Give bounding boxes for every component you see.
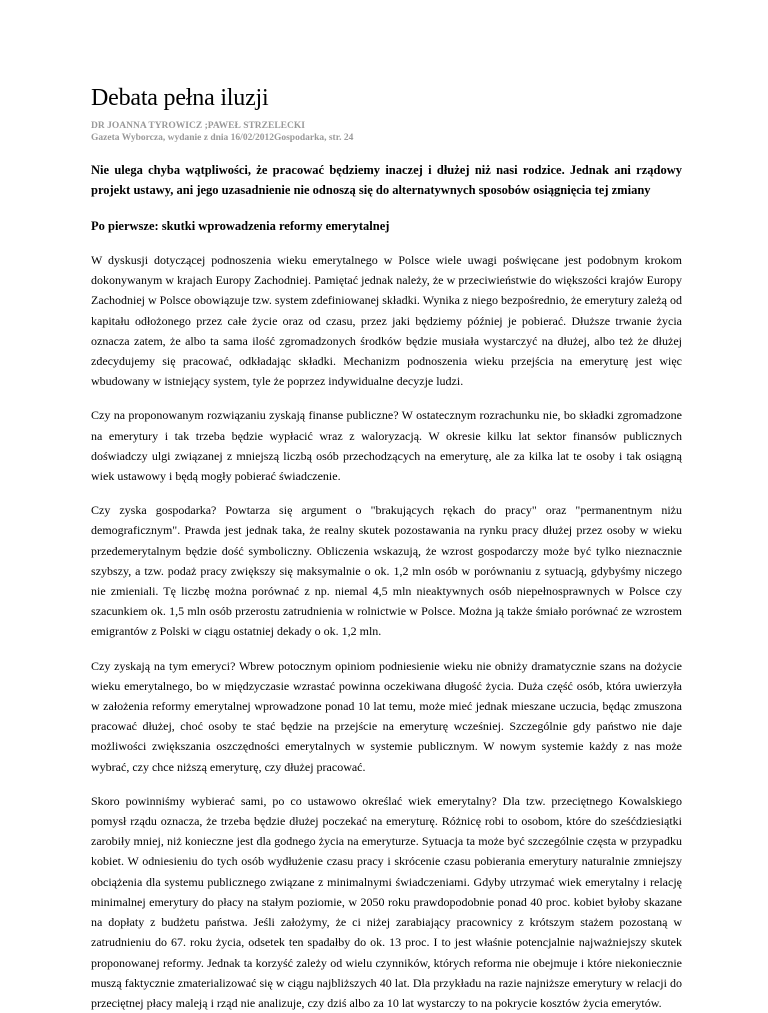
- paragraph: Skoro powinniśmy wybierać sami, po co ustawowo określać wiek emerytalny? Dla tzw. przeciętnego Kowalskiego pomysł rządu oznacza, że trzeba będzie dłużej poczekać na emeryturę. Różnicę robi to osobom, które do sześćdziesiątki zarobiły mniej, niż konieczne jest dla godnego życia na emeryturze. Sytuacja ta może być szczególnie częsta w przypadku kobiet. W odniesieniu do tych osób wydłużenie czasu pracy i skrócenie czasu pobierania emerytury naturalnie zmniejszy obciążenia dla systemu publicznego związane z minimalnymi świadczeniami. Gdyby utrzymać wiek emerytalny i relację minimalnej emerytury do płacy na stałym poziomie, w 2050 roku prawdopodobnie ponad 40 proc. kobiet byłoby skazane na dopłaty z budżetu państwa. Jeśli założymy, że ci niżej zarabiający pracownicy z krótszym stażem pozostaną w zatrudnieniu do 67. roku życia, odsetek ten spadałby do ok. 13 proc. I to jest właśnie potencjalnie najważniejszy skutek proponowanej reformy. Jednak ta korzyść zależy od wielu czynników, których reforma nie obejmuje i które niekoniecznie muszą faktycznie zmaterializować się w ciągu najbliższych 40 lat. Dla przykładu na razie najniższe emerytury w relacji do przeciętnej płacy maleją i rząd nie analizuje, czy dziś albo za 10 lat wystarczy to na pokrycie kosztów życia emerytów.: [91, 793, 682, 1010]
- article-title: Debata pełna iluzji: [91, 85, 269, 111]
- paragraph: W dyskusji dotyczącej podnoszenia wieku emerytalnego w Polsce wiele uwagi poświęcane jest podobnym krokom dokonywanym w krajach Europy Zachodniej. Pamiętać jednak należy, że w przeciwieństwie do większości krajów Europy Zachodniej w Polsce obowiązuje tzw. system zdefiniowanej składki. Wynika z niego bezpośrednio, że emerytury zależą od kapitału odłożonego przez całe życie oraz od czasu, przez jaki będziemy później je pobierać. Dłuższe trwanie życia oznacza zatem, że albo ta sama ilość zgromadzonych środków będzie musiała wystarczyć na dłużej, albo też że dłużej zdecydujemy się pracować, odkładając składki. Mechanizm podnoszenia wieku przejścia na emeryturę jest więc wbudowany w istniejący system, tyle że poprzez indywidualne decyzje ludzi.: [91, 253, 682, 389]
- article-source: Gazeta Wyborcza, wydanie z dnia 16/02/2012Gospodarka, str. 24: [91, 133, 354, 143]
- article-lead: Nie ulega chyba wątpliwości, że pracować będziemy inaczej i dłużej niż nasi rodzice. Jednak ani rządowy projekt ustawy, ani jego uzasadnienie nie odnoszą się do alternatywnych sposobów osiągnięcia tej zmiany: [91, 163, 682, 197]
- paragraph: Czy zyska gospodarka? Powtarza się argument o "brakujących rękach do pracy" oraz "permanentnym niżu demograficznym". Prawda jest jednak taka, że realny skutek pozostawania na rynku pracy dłużej przez osoby w wieku przedemerytalnym będzie dość symboliczny. Obliczenia wskazują, że wzrost gospodarczy może być tylko nieznacznie szybszy, a tzw. podaż pracy zwiększy się maksymalnie o ok. 1,2 mln osób w porównaniu z sytuacją, gdybyśmy niczego nie zmieniali. Tę liczbę można porównać z np. niemal 4,5 mln nieaktywnych osób niepełnosprawnych w Polsce czy szacunkiem ok. 1,5 mln osób przerostu zatrudnienia w rolnictwie w Polsce. Można ją także śmiało porównać ze wzrostem emigrantów z Polski w ciągu ostatniej dekady o ok. 1,2 mln.: [91, 503, 682, 639]
- paragraph: Czy na proponowanym rozwiązaniu zyskają finanse publiczne? W ostatecznym rozrachunku nie, bo składki zgromadzone na emerytury i tak trzeba będzie wypłacić wraz z waloryzacją. W okresie kilku lat sektor finansów publicznych doświadczy ulgi związanej z mniejszą liczbą osób przechodzących na emeryturę, ale za kilka lat te osoby i tak osiągną wiek ustawowy i będą mogły pobierać świadczenie.: [91, 408, 682, 484]
- paragraph: Czy zyskają na tym emeryci? Wbrew potocznym opiniom podniesienie wieku nie obniży dramatycznie szans na dożycie wieku emerytalnego, bo w międzyczasie wzrastać powinna oczekiwana długość życia. Duża część osób, która uwierzyła w założenia reformy emerytalnej wprowadzone ponad 10 lat temu, może mieć jednak mieszane uczucia, będąc zmuszona pracować dłużej, choć osoby te stać będzie na przejście na emeryturę wcześniej. Szczególnie gdy państwo nie daje możliwości zwiększania oszczędności emerytalnych w systemie publicznym. W nowym systemie każdy z nas może wybrać, czy chce niższą emeryturę, czy dłużej pracować.: [91, 658, 682, 774]
- section-heading: Po pierwsze: skutki wprowadzenia reformy emerytalnej: [91, 219, 390, 233]
- article-byline: DR JOANNA TYROWICZ ;PAWEŁ STRZELECKI: [91, 121, 305, 131]
